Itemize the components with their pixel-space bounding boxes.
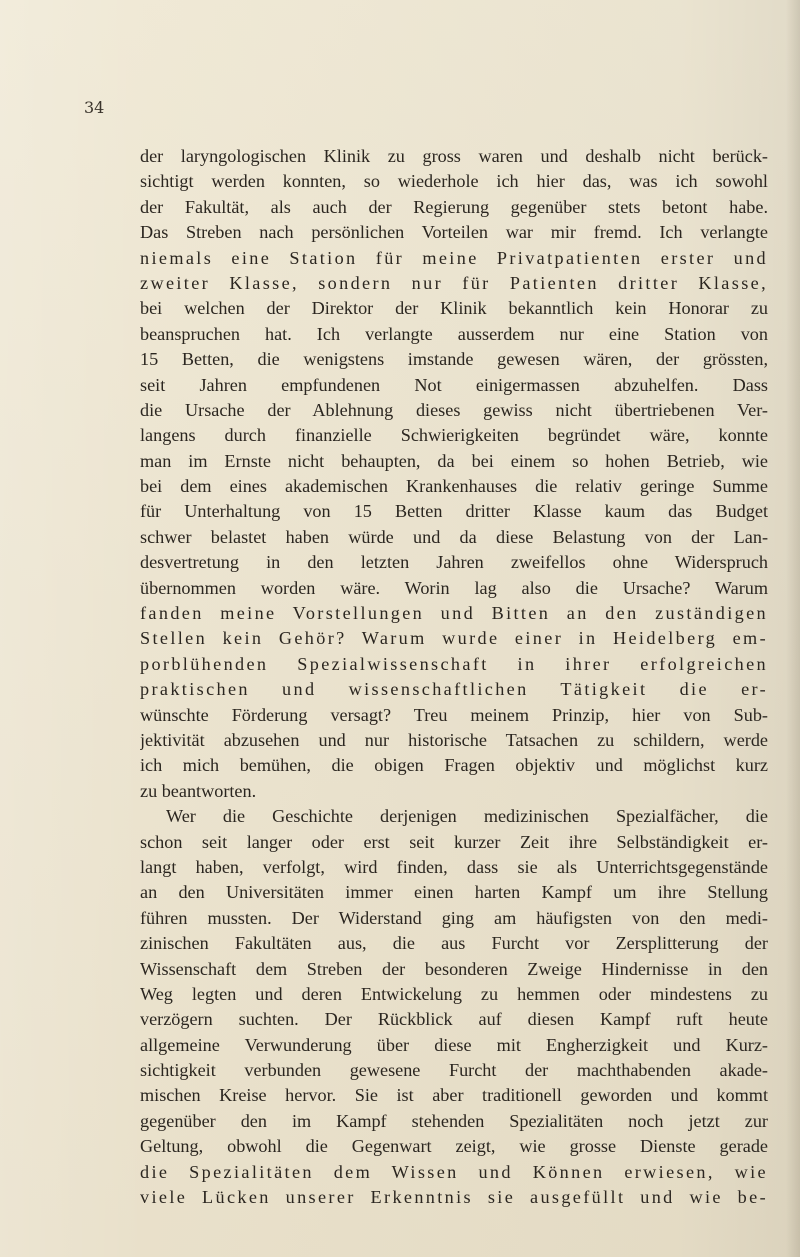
text-line: mischen Kreise hervor. Sie ist aber traditionell geworden und kommt [140, 1085, 768, 1106]
text-line: ich mich bemühen, die obigen Fragen objektiv und möglichst kurz [140, 755, 768, 776]
text-line: wünschte Förderung versagt? Treu meinem Prinzip, hier von Sub- [140, 704, 768, 725]
text-line: gegenüber den im Kampf stehenden Spezialitäten noch jetzt zur [140, 1110, 768, 1131]
text-line: sichtigkeit verbunden gewesene Furcht der machthabenden akade- [140, 1060, 768, 1081]
text-line: jektivität abzusehen und nur historische Tatsachen zu schildern, werde [140, 729, 768, 750]
text-line: Wer die Geschichte derjenigen medizinischen Spezialfächer, die [166, 806, 768, 827]
text-line: fanden meine Vorstellungen und Bitten an den zuständigen [140, 603, 768, 624]
text-line: bei dem eines akademischen Krankenhauses die relativ geringe Summe [140, 476, 768, 497]
text-line: beanspruchen hat. Ich verlangte ausserdem nur eine Station von [140, 323, 768, 344]
text-line: desvertretung in den letzten Jahren zweifellos ohne Widerspruch [140, 552, 768, 573]
text-line: verzögern suchten. Der Rückblick auf diesen Kampf ruft heute [140, 1009, 768, 1030]
text-line: übernommen worden wäre. Worin lag also die Ursache? Warum [140, 577, 768, 598]
page-edge-shadow [786, 0, 800, 1257]
text-line: seit Jahren empfundenen Not einigermassen abzuhelfen. Dass [140, 374, 768, 395]
text-line: langt haben, verfolgt, wird finden, dass sie als Unterrichtsgegenstände [140, 856, 768, 877]
text-line: sichtigt werden konnten, so wiederhole ich hier das, was ich sowohl [140, 171, 768, 192]
text-line: niemals eine Station für meine Privatpatienten erster und [140, 247, 768, 268]
text-line: praktischen und wissenschaftlichen Tätigkeit die er- [140, 679, 768, 700]
text-line: die Ursache der Ablehnung dieses gewiss nicht übertriebenen Ver- [140, 399, 768, 420]
text-line: für Unterhaltung von 15 Betten dritter Klasse kaum das Budget [140, 501, 768, 522]
text-line: allgemeine Verwunderung über diese mit Engherzigkeit und Kurz- [140, 1034, 768, 1055]
text-line: der laryngologischen Klinik zu gross waren und deshalb nicht berück- [140, 146, 768, 166]
text-line: zweiter Klasse, sondern nur für Patienten dritter Klasse, [140, 272, 768, 293]
text-line: porblühenden Spezialwissenschaft in ihrer erfolgreichen [140, 653, 768, 674]
text-line: Wissenschaft dem Streben der besonderen Zweige Hindernisse in den [140, 958, 768, 979]
page-number: 34 [84, 98, 105, 117]
text-line: Stellen kein Gehör? Warum wurde einer in Heidelberg em- [140, 628, 768, 649]
text-line: führen mussten. Der Widerstand ging am häufigsten von den medi- [140, 907, 768, 928]
text-line: zu beantworten. [140, 780, 257, 801]
text-line: der Fakultät, als auch der Regierung gegenüber stets betont habe. [140, 196, 768, 217]
text-line: Geltung, obwohl die Gegenwart zeigt, wie grosse Dienste gerade [140, 1136, 768, 1157]
text-line: die Spezialitäten dem Wissen und Können erwiesen, wie [140, 1161, 768, 1182]
text-line: Weg legten und deren Entwickelung zu hemmen oder mindestens zu [140, 983, 768, 1004]
body-text [140, 144, 768, 1210]
text-line: Das Streben nach persönlichen Vorteilen war mir fremd. Ich verlangte [140, 222, 768, 243]
text-line: 15 Betten, die wenigstens imstande gewesen wären, der grössten, [140, 349, 768, 370]
text-line: schwer belastet haben würde und da diese Belastung von der Lan- [140, 526, 768, 547]
text-line: zinischen Fakultäten aus, die aus Furcht vor Zersplitterung der [140, 933, 768, 954]
text-line: viele Lücken unserer Erkenntnis sie ausgefüllt und wie be- [140, 1187, 768, 1208]
text-line: man im Ernste nicht behaupten, da bei einem so hohen Betrieb, wie [140, 450, 768, 471]
text-line: an den Universitäten immer einen harten Kampf um ihre Stellung [140, 882, 768, 903]
text-line: langens durch finanzielle Schwierigkeiten begründet wäre, konnte [140, 425, 768, 446]
text-line: bei welchen der Direktor der Klinik bekanntlich kein Honorar zu [140, 298, 768, 319]
text-line: schon seit langer oder erst seit kurzer Zeit ihre Selbständigkeit er- [140, 831, 768, 852]
